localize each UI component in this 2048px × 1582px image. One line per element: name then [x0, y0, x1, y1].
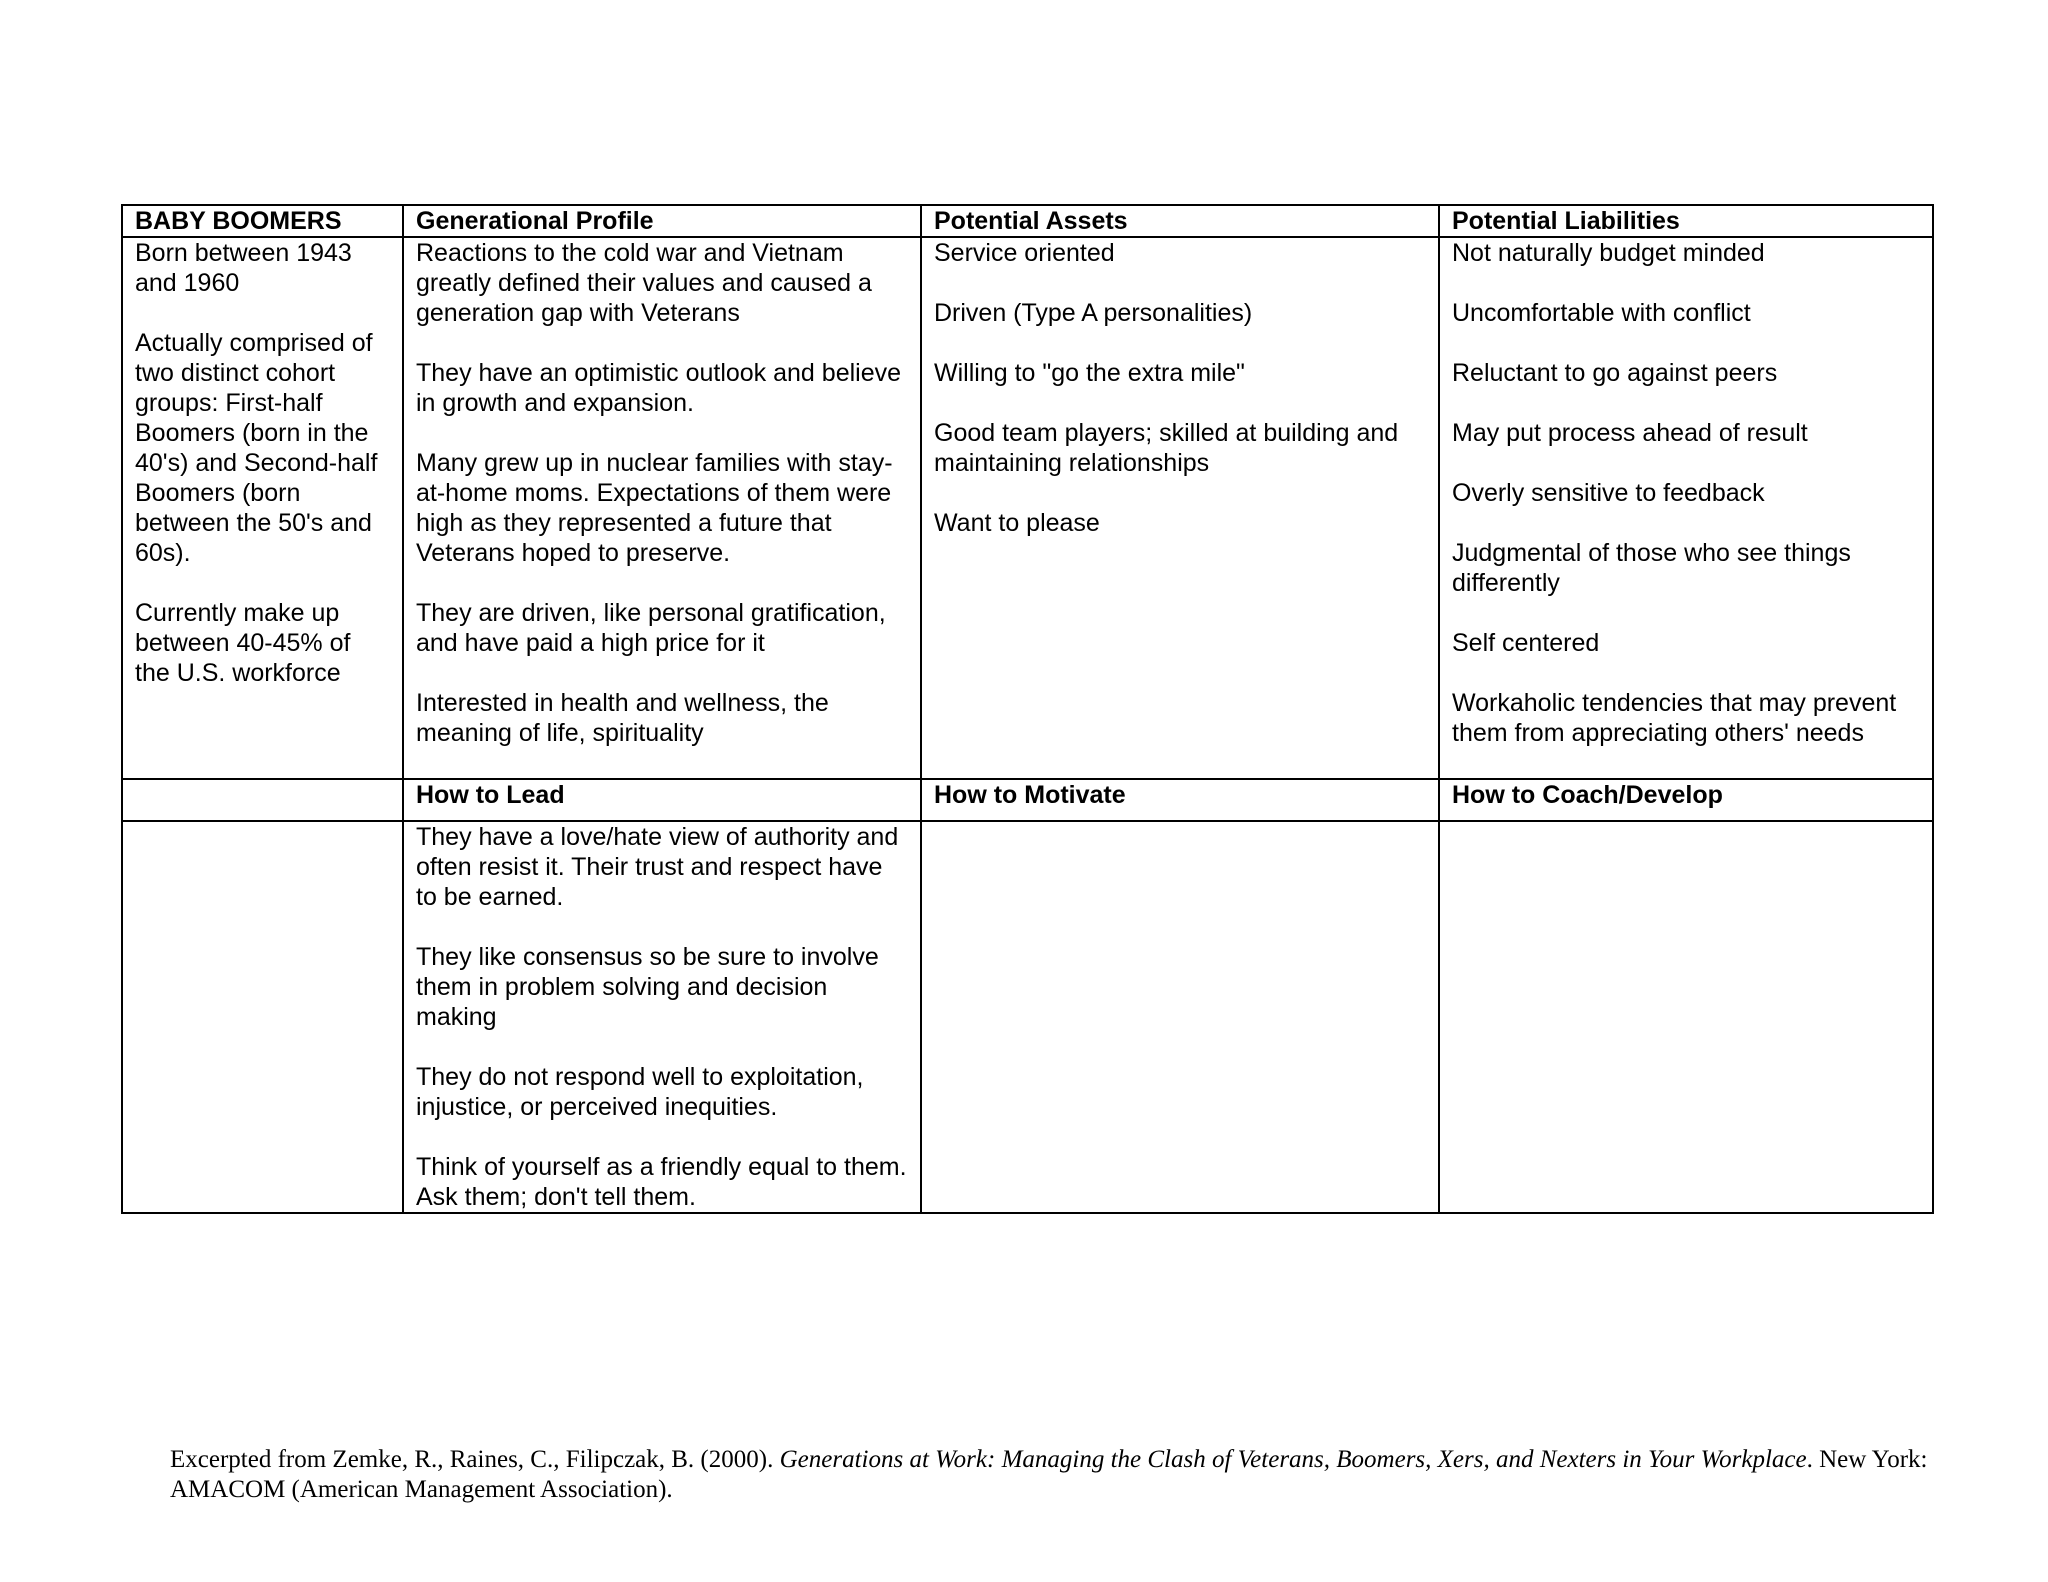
liability-item: Overly sensitive to feedback	[1452, 479, 1765, 507]
citation	[170, 1445, 1930, 1505]
liability-item: Not naturally budget minded	[1452, 239, 1765, 267]
citation-title: Generations at Work: Managing the Clash of Veterans, Boomers, Xers, and Nexters in Your Workplace	[779, 1446, 1807, 1473]
liability-item: Self centered	[1452, 629, 1600, 657]
header-group: BABY BOOMERS	[122, 205, 403, 237]
asset-item: Good team players; skilled at building and maintaining relationships	[934, 419, 1399, 477]
profile-item: Many grew up in nuclear families with stay-at-home moms. Expectations of them were high as they represented a future that Veterans hoped to preserve.	[416, 449, 893, 567]
content-row-2	[122, 821, 1933, 1213]
group-fact: Currently make up between 40-45% of the U.S. workforce	[135, 599, 351, 687]
profile-item: They have an optimistic outlook and believe in growth and expansion.	[416, 359, 902, 417]
content-row-1	[122, 237, 1933, 779]
liability-item: Workaholic tendencies that may prevent them from appreciating others' needs	[1452, 689, 1897, 747]
row2-empty-cell	[122, 821, 403, 1213]
citation-suffix: . New York: AMACOM (American Management Association).	[170, 1446, 1928, 1503]
asset-item: Want to please	[934, 509, 1100, 537]
header-potential-liabilities: Potential Liabilities	[1439, 205, 1933, 237]
citation-prefix: Excerpted from Zemke, R., Raines, C., Filipczak, B. (2000).	[170, 1446, 780, 1473]
asset-item: Driven (Type A personalities)	[934, 299, 1253, 327]
header-how-to-lead: How to Lead	[403, 779, 921, 821]
profile-item: Interested in health and wellness, the meaning of life, spirituality	[416, 689, 829, 747]
group-fact: Born between 1943 and 1960	[135, 239, 352, 297]
lead-item: They have a love/hate view of authority and often resist it. Their trust and respect have to be earned.	[416, 823, 899, 911]
generations-table	[121, 204, 1934, 1214]
header-generational-profile: Generational Profile	[403, 205, 921, 237]
liability-item: Uncomfortable with conflict	[1452, 299, 1751, 327]
assets-cell	[921, 237, 1439, 779]
group-fact: Actually comprised of two distinct cohort groups: First-half Boomers (born in the 40's) and Second-half Boomers (born between the 50's and 60s).	[135, 329, 378, 567]
liability-item: Judgmental of those who see things differently	[1452, 539, 1851, 597]
profile-item: They are driven, like personal gratification, and have paid a high price for it	[416, 599, 886, 657]
header2-empty	[122, 779, 403, 821]
liability-item: Reluctant to go against peers	[1452, 359, 1778, 387]
header-how-to-coach: How to Coach/Develop	[1439, 779, 1933, 821]
lead-item: They like consensus so be sure to involve them in problem solving and decision making	[416, 943, 879, 1031]
profile-item: Reactions to the cold war and Vietnam greatly defined their values and caused a generation gap with Veterans	[416, 239, 872, 327]
group-facts-cell	[122, 237, 403, 779]
header-potential-assets: Potential Assets	[921, 205, 1439, 237]
coach-cell	[1439, 821, 1933, 1213]
liability-item: May put process ahead of result	[1452, 419, 1808, 447]
lead-item: Think of yourself as a friendly equal to them. Ask them; don't tell them.	[416, 1153, 907, 1211]
asset-item: Willing to "go the extra mile"	[934, 359, 1245, 387]
motivate-cell	[921, 821, 1439, 1213]
asset-item: Service oriented	[934, 239, 1115, 267]
header-how-to-motivate: How to Motivate	[921, 779, 1439, 821]
lead-cell	[403, 821, 921, 1213]
lead-item: They do not respond well to exploitation, injustice, or perceived inequities.	[416, 1063, 864, 1121]
header-row-2	[122, 779, 1933, 821]
profile-cell	[403, 237, 921, 779]
header-row	[122, 205, 1933, 237]
liabilities-cell	[1439, 237, 1933, 779]
